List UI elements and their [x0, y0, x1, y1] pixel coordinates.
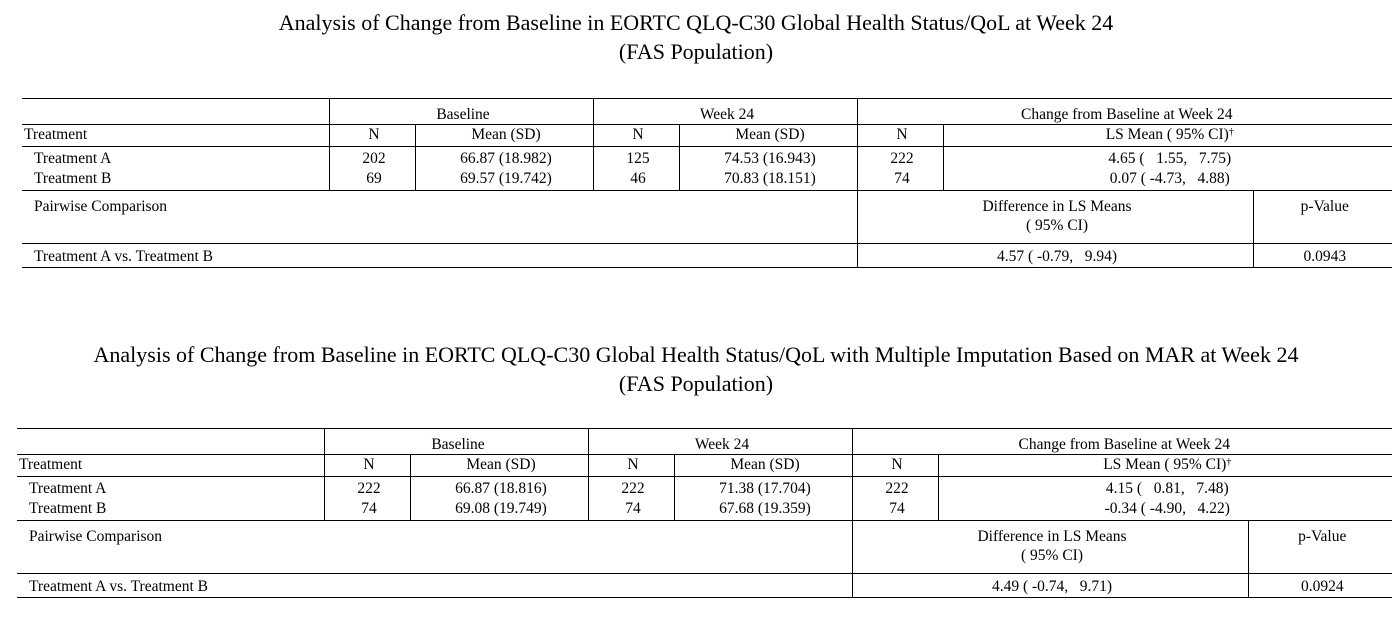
week24-n: 125	[593, 147, 679, 169]
change-n: 74	[852, 499, 938, 521]
treatment-name: Treatment A	[34, 150, 112, 167]
pairwise-comparison-label: Pairwise Comparison	[22, 191, 857, 244]
group-header-row	[17, 429, 1392, 455]
table-1-title	[0, 8, 1392, 66]
change-n-header: N	[857, 125, 943, 147]
pairwise-comparison-label: Pairwise Comparison	[17, 521, 852, 574]
ls-mean-ci: 4.15 ( 0.81, 7.48)	[938, 477, 1392, 499]
week24-mean-header: Mean (SD)	[674, 455, 852, 477]
baseline-n: 69	[329, 169, 415, 191]
ls-mean-header-text: LS Mean ( 95% CI)	[1103, 456, 1227, 473]
header-blank	[22, 99, 329, 125]
week24-n: 74	[588, 499, 674, 521]
change-n: 74	[857, 169, 943, 191]
week24-n: 222	[588, 477, 674, 499]
table-row	[17, 499, 1392, 521]
baseline-group-header: Baseline	[329, 99, 593, 125]
table-2-title-line1: Analysis of Change from Baseline in EORTC QLQ-C30 Global Health Status/QoL with Multiple Imputation Based on MAR at Week 24	[93, 342, 1299, 367]
baseline-mean-sd: 69.08 (19.749)	[410, 499, 588, 521]
treatment-name: Treatment B	[34, 169, 112, 187]
week24-group-header: Week 24	[588, 429, 852, 455]
baseline-n: 222	[324, 477, 410, 499]
group-header-row	[22, 99, 1392, 125]
pvalue-header: p-Value	[1253, 191, 1392, 244]
table-1-title-line2: (FAS Population)	[618, 39, 774, 64]
pvalue: 0.0924	[1248, 574, 1392, 598]
pairwise-row	[22, 244, 1392, 268]
diff-ls-means-line1: Difference in LS Means	[977, 528, 1127, 545]
diff-ls-means-line2: ( 95% CI)	[1026, 217, 1088, 234]
table-row	[22, 147, 1392, 169]
table-row	[22, 169, 1392, 191]
baseline-mean-sd: 66.87 (18.982)	[415, 147, 593, 169]
comparison-label: Treatment A vs. Treatment B	[22, 244, 857, 268]
baseline-n: 74	[324, 499, 410, 521]
ls-mean-header-text: LS Mean ( 95% CI)	[1105, 126, 1229, 143]
baseline-group-header: Baseline	[324, 429, 588, 455]
treatment-name: Treatment A	[29, 480, 107, 497]
change-n: 222	[852, 477, 938, 499]
week24-n: 46	[593, 169, 679, 191]
week24-mean-sd: 74.53 (16.943)	[679, 147, 857, 169]
week24-mean-sd: 70.83 (18.151)	[679, 169, 857, 191]
diff-value: 4.57 ( -0.79, 9.94)	[857, 244, 1253, 268]
baseline-mean-sd: 66.87 (18.816)	[410, 477, 588, 499]
pvalue-header: p-Value	[1248, 521, 1392, 574]
diff-ls-means-header	[857, 191, 1253, 244]
treatment-col-header: Treatment	[17, 455, 324, 477]
dagger-footnote-marker: †	[1226, 457, 1232, 468]
week24-group-header: Week 24	[593, 99, 857, 125]
pairwise-header-row	[17, 521, 1392, 574]
pvalue: 0.0943	[1253, 244, 1392, 268]
week24-mean-sd: 67.68 (19.359)	[674, 499, 852, 521]
week24-n-header: N	[593, 125, 679, 147]
baseline-n-header: N	[324, 455, 410, 477]
ls-mean-ci: 0.07 ( -4.73, 4.88)	[943, 169, 1392, 191]
diff-ls-means-header	[852, 521, 1248, 574]
pairwise-header-row	[22, 191, 1392, 244]
baseline-n: 202	[329, 147, 415, 169]
baseline-mean-sd: 69.57 (19.742)	[415, 169, 593, 191]
results-table-2	[17, 428, 1392, 598]
diff-ls-means-line2: ( 95% CI)	[1021, 547, 1083, 564]
ls-mean-ci: 4.65 ( 1.55, 7.75)	[943, 147, 1392, 169]
week24-n-header: N	[588, 455, 674, 477]
ls-mean-header	[938, 455, 1392, 477]
treatment-col-header: Treatment	[22, 125, 329, 147]
baseline-mean-header: Mean (SD)	[415, 125, 593, 147]
table-2-title-line2: (FAS Population)	[618, 371, 774, 396]
week24-mean-header: Mean (SD)	[679, 125, 857, 147]
week24-mean-sd: 71.38 (17.704)	[674, 477, 852, 499]
change-n-header: N	[852, 455, 938, 477]
change-group-header: Change from Baseline at Week 24	[852, 429, 1392, 455]
diff-value: 4.49 ( -0.74, 9.71)	[852, 574, 1248, 598]
header-blank	[17, 429, 324, 455]
diff-ls-means-line1: Difference in LS Means	[982, 198, 1132, 215]
table-row	[17, 477, 1392, 499]
results-table-1	[22, 98, 1392, 268]
treatment-name: Treatment B	[29, 499, 107, 517]
table-1-title-line1: Analysis of Change from Baseline in EORTC QLQ-C30 Global Health Status/QoL at Week 24	[278, 10, 1114, 35]
ls-mean-ci: -0.34 ( -4.90, 4.22)	[938, 499, 1392, 521]
change-n: 222	[857, 147, 943, 169]
baseline-n-header: N	[329, 125, 415, 147]
column-header-row	[22, 125, 1392, 147]
table-2-title	[0, 340, 1392, 398]
ls-mean-header	[943, 125, 1392, 147]
column-header-row	[17, 455, 1392, 477]
baseline-mean-header: Mean (SD)	[410, 455, 588, 477]
pairwise-row	[17, 574, 1392, 598]
change-group-header: Change from Baseline at Week 24	[857, 99, 1392, 125]
dagger-footnote-marker: †	[1228, 127, 1234, 138]
comparison-label: Treatment A vs. Treatment B	[17, 574, 852, 598]
